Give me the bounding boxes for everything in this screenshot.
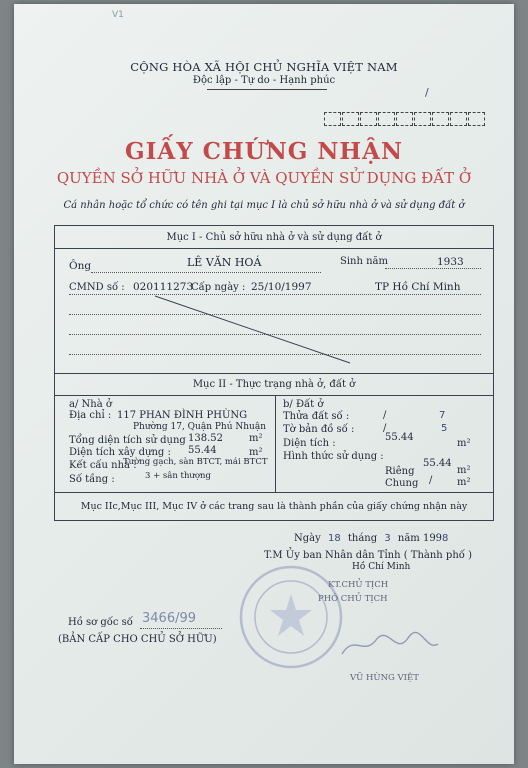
shared-unit: m² [457,477,471,488]
map-value: / [383,423,387,434]
year-digit: 8 [442,533,449,544]
certificate-subtitle: QUYỀN SỞ HỮU NHÀ Ở VÀ QUYỀN SỬ DỤNG ĐẤT Ở [56,169,472,187]
corner-mark: V1 [112,10,124,20]
signer-title-1: KT.CHỦ TỊCH [328,580,389,590]
map-hand: 5 [441,423,448,434]
owner-name: LÊ VĂN HOÁ [187,256,262,269]
certificate-title: GIẤY CHỨNG NHẬN [124,138,404,165]
structure: Tường gạch, sàn BTCT, mái BTCT [123,457,268,467]
private-value: 55.44 [423,458,452,469]
section1-void-line [55,226,495,376]
floors: 3 + sân thượng [145,471,211,481]
map-label: Tờ bản đồ số : [283,424,355,435]
issued-label: Cấp ngày : [191,282,246,293]
use-form-label: Hình thức sử dụng : [283,451,384,462]
certificate-page [14,4,514,764]
issued-place: TP Hồ Chí Minh [375,281,461,293]
shared-label: Chung [385,478,419,489]
structure-label: Kết cấu nhà : [69,460,137,471]
section2-heading: Mục II - Thực trạng nhà ở, đất ở [192,379,356,390]
authority-city: Hồ Chí Minh [352,562,411,572]
month-value: 3 [384,533,391,544]
file-label: Hồ sơ gốc số [68,617,133,628]
intro-text: Cá nhân hoặc tổ chức có tên ghi tại mục I là chủ sở hữu nhà ở và sử dụng đất ở [63,200,465,211]
build-area: 55.44 [188,445,217,456]
birth-year: 1933 [437,256,464,268]
serial-code-boxes [324,111,486,130]
total-area-unit: m² [249,433,263,444]
total-area: 138.52 [188,433,223,444]
signer-title-2: PHÓ CHỦ TỊCH [318,594,388,604]
land-area: 55.44 [385,432,414,443]
land-heading: b/ Đất ở [283,399,324,410]
plot-label: Thửa đất số : [283,411,350,422]
total-area-label: Tổng diện tích sử dụng [69,435,186,446]
motto-underline [207,89,327,90]
date-line: Ngày 18 tháng 3 năm 1998 [294,533,449,544]
shared-value: / [429,475,433,486]
plot-hand: 7 [439,410,446,421]
private-unit: m² [457,465,471,476]
id-label: CMND số : [69,282,125,293]
address-line1: 117 PHAN ĐÌNH PHÙNG [117,410,248,421]
land-area-unit: m² [457,438,471,449]
address-label: Địa chỉ : [69,410,112,421]
address-line2: Phường 17, Quận Phú Nhuận [133,422,266,432]
official-seal [236,562,346,672]
country-name: CỘNG HÒA XÃ HỘI CHỦ NGHĨA VIỆT NAM [130,60,398,74]
id-number: 020111273 [133,281,194,293]
authority: T.M Ủy ban Nhân dân Tỉnh ( Thành phố ) [264,550,472,561]
handwritten-signature [334,626,444,666]
birth-label: Sinh năm [340,256,388,267]
section1-heading: Mục I - Chủ sở hữu nhà ở và sử dụng đất ở [166,232,382,243]
signer-name: VŨ HÙNG VIỆT [350,673,419,683]
floors-label: Số tầng : [69,474,115,485]
owner-label: Ông [69,260,92,272]
certificate-table [54,225,494,521]
build-area-unit: m² [249,447,263,458]
motto: Độc lập - Tự do - Hạnh phúc [192,75,336,86]
build-area-label: Diện tích xây dựng : [69,447,171,458]
private-label: Riêng [385,466,415,477]
plot-value: / [383,410,387,421]
day-value: 18 [327,533,341,544]
section2-divider [275,395,276,492]
file-number: 3466/99 [142,611,197,626]
issued-date: 25/10/1997 [251,281,312,293]
house-heading: a/ Nhà ở [69,399,112,410]
footer-note: Mục IIc,Mục III, Mục IV ở các trang sau là thành phần của giấy chứng nhận này [80,501,468,512]
land-area-label: Diện tích : [283,438,336,449]
serial-mark: / [425,86,429,99]
copy-note: (BẢN CẤP CHO CHỦ SỞ HỮU) [58,634,217,645]
